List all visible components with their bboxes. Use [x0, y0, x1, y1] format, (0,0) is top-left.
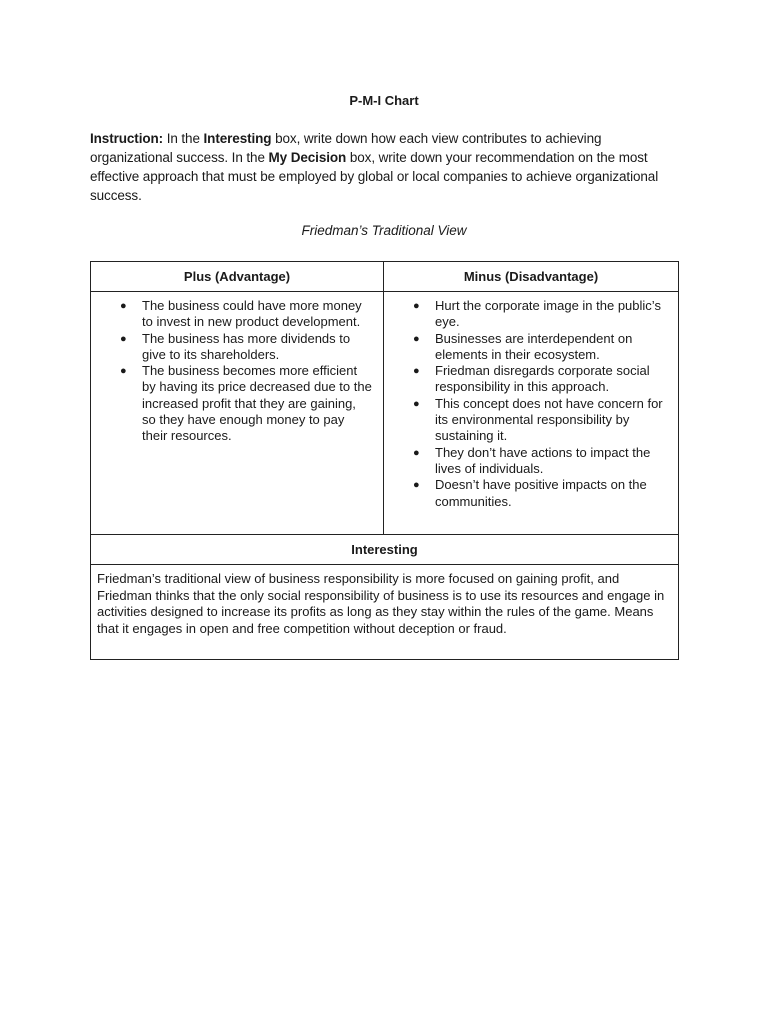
pmi-header-row: [91, 262, 679, 292]
bullet-icon: ●: [413, 300, 420, 312]
instruction-keyword-my-decision: My Decision: [268, 150, 347, 165]
bullet-icon: ●: [413, 479, 420, 492]
minus-list: [384, 292, 678, 510]
pmi-table: [90, 261, 679, 660]
pmi-content-row: [91, 292, 679, 535]
minus-item-text: Doesn’t have positive impacts on the communities.: [435, 477, 647, 509]
minus-item: [384, 331, 668, 364]
bullet-icon: ●: [120, 300, 127, 312]
instruction-paragraph: [90, 129, 680, 205]
interesting-header: Interesting: [91, 535, 679, 565]
plus-item: [91, 331, 373, 364]
instruction-keyword-interesting: Interesting: [203, 131, 272, 146]
page-title: P-M-I Chart: [349, 93, 419, 108]
plus-list: [91, 292, 383, 445]
chart-subtitle: Friedman’s Traditional View: [301, 223, 467, 238]
bullet-icon: ●: [413, 332, 420, 345]
minus-item: [384, 445, 668, 478]
plus-cell: [91, 292, 384, 535]
minus-item: [384, 477, 668, 510]
instruction-text-2: box, write down how each view contributes to achieving organizational success. In the: [90, 131, 602, 165]
instruction-text-1: In the: [163, 131, 204, 146]
minus-item-text: They don’t have actions to impact the lives of individuals.: [435, 444, 651, 476]
bullet-icon: ●: [120, 332, 127, 345]
instruction-text-3: box, write down your recommendation on the most effective approach that must be employed by global or local companies to achieve organizational success.: [90, 150, 659, 203]
minus-cell: [384, 292, 679, 535]
plus-item-text: The business has more dividends to give to its shareholders.: [142, 330, 351, 362]
minus-item-text: Friedman disregards corporate social responsibility in this approach.: [435, 363, 650, 395]
interesting-header-row: [91, 535, 679, 565]
instruction-label: Instruction:: [90, 131, 164, 146]
interesting-body-row: [91, 565, 679, 660]
minus-header: Minus (Disadvantage): [384, 262, 679, 292]
plus-item: [91, 298, 373, 331]
interesting-text: Friedman’s traditional view of business responsibility is more focused on gaining profit, and Friedman thinks that the only social responsibility of business is to use its resources and engage in activities designed to increase its profits as long as they stay within the rules of the game. Means that it engages in open and free competition without deception or fraud.: [91, 565, 679, 660]
minus-item-text: This concept does not have concern for its environmental responsibility by sustaining it.: [435, 395, 663, 444]
bullet-icon: ●: [413, 365, 420, 378]
bullet-icon: ●: [413, 397, 420, 410]
minus-item: [384, 396, 668, 445]
plus-item-text: The business could have more money to invest in new product development.: [142, 298, 362, 330]
minus-item: [384, 298, 668, 331]
plus-item-text: The business becomes more efficient by having its price decreased due to the increased profit that they are gaining, so they have enough money to pay their resources.: [142, 363, 372, 444]
minus-item-text: Hurt the corporate image in the public’s eye.: [435, 298, 661, 330]
bullet-icon: ●: [120, 365, 127, 378]
minus-item-text: Businesses are interdependent on elements in their ecosystem.: [435, 330, 633, 362]
plus-header: Plus (Advantage): [91, 262, 384, 292]
bullet-icon: ●: [413, 446, 420, 459]
plus-item: [91, 363, 373, 444]
minus-item: [384, 363, 668, 396]
